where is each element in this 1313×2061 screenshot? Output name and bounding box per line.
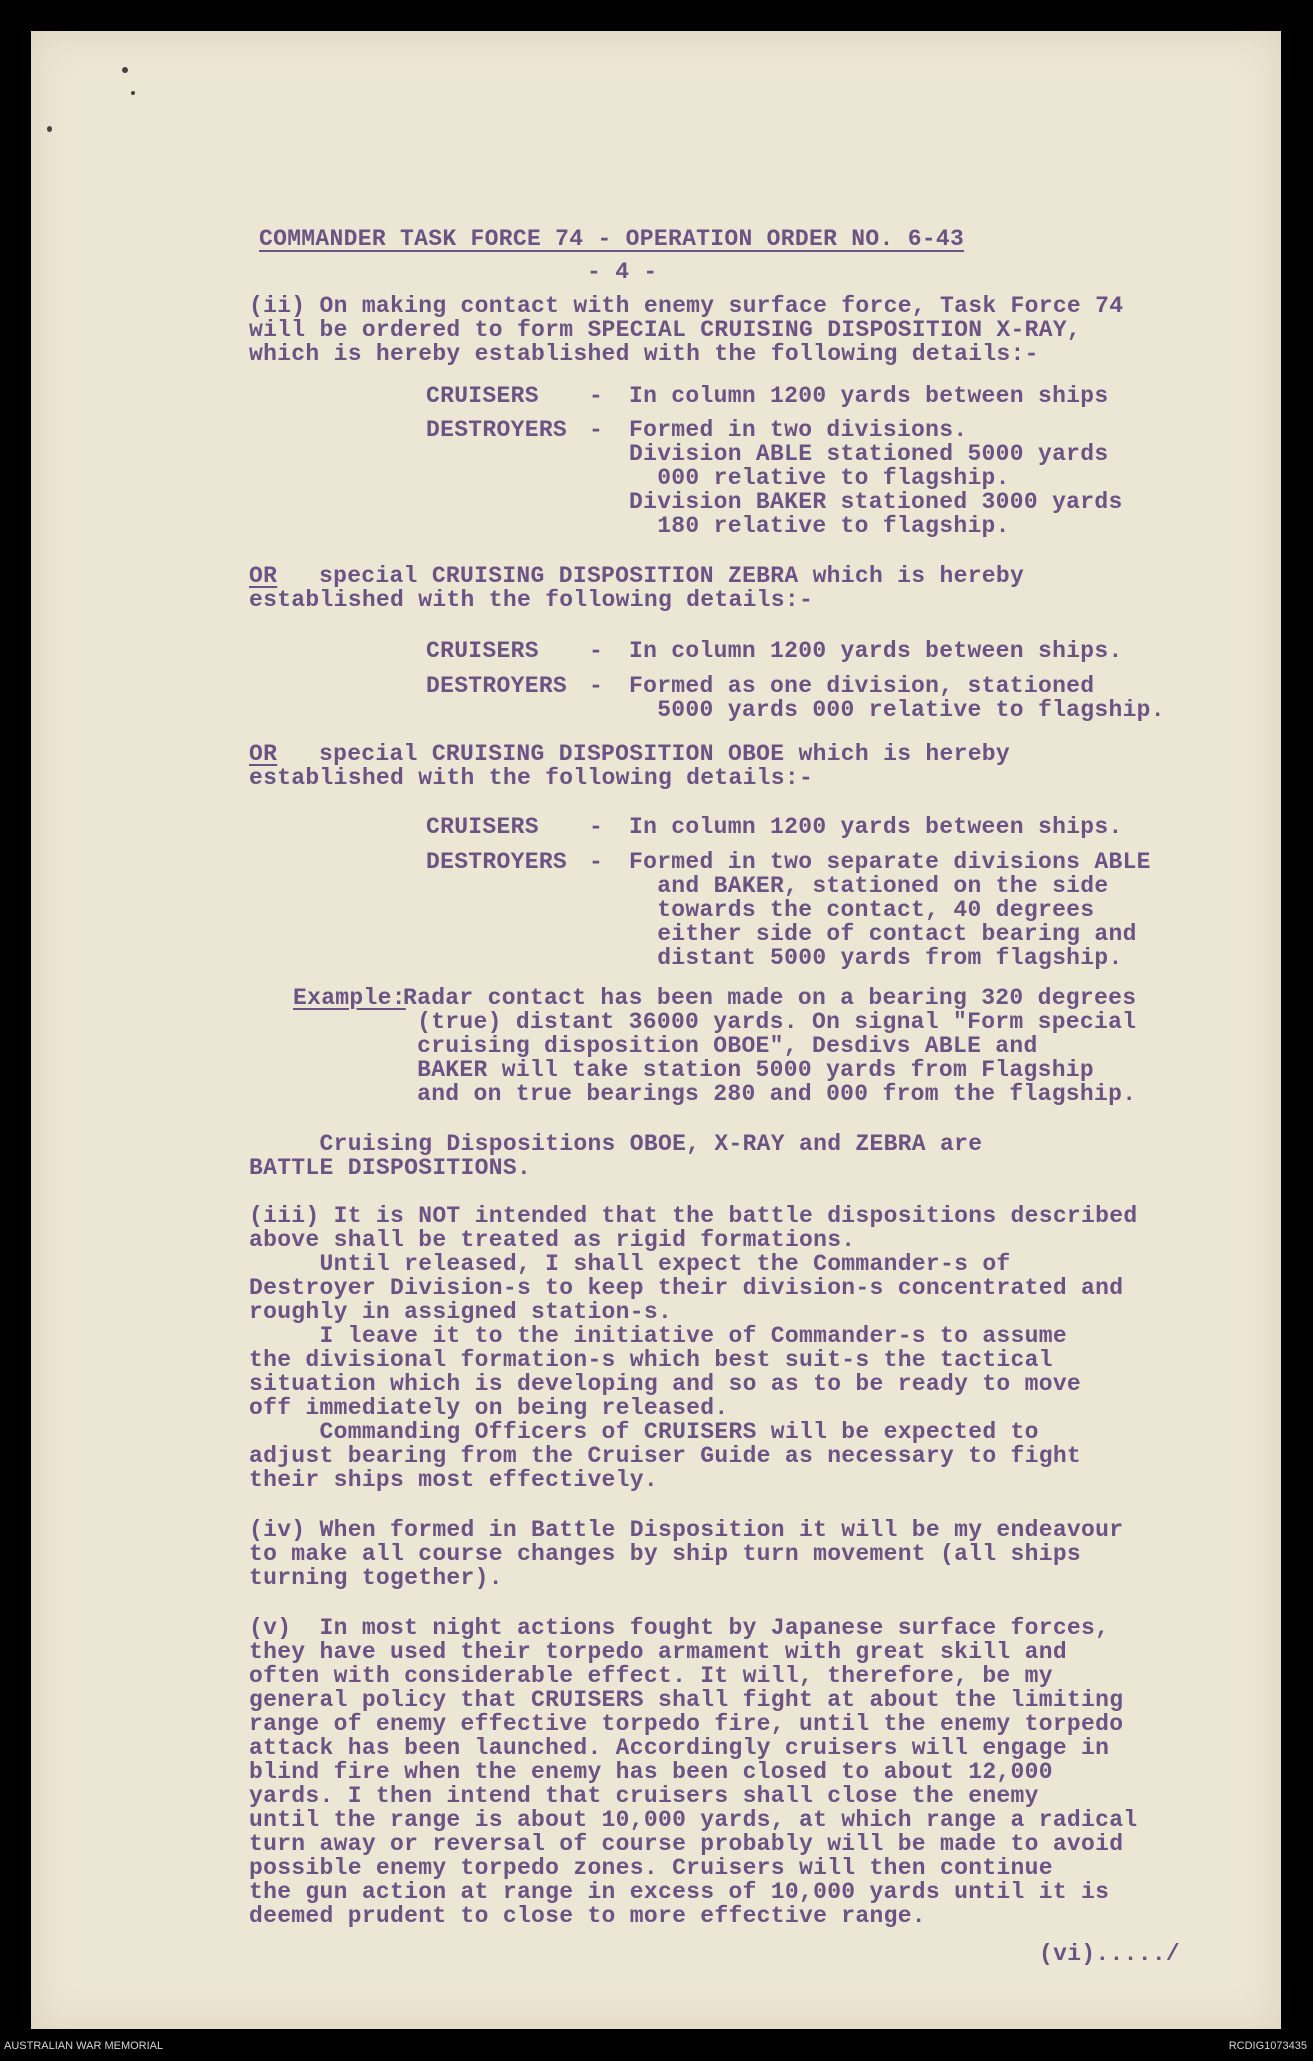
para-v-line: they have used their torpedo armament with great skill and [249,1639,1067,1665]
xray-cruisers-detail: In column 1200 yards between ships [629,383,1109,409]
xray-destroyers-detail: Formed in two divisions. [629,417,968,443]
para-iii-line: situation which is developing and so as to be ready to move [249,1371,1082,1397]
xray-destroyers-label: DESTROYERS [426,417,568,443]
para-v-line: (v) In most night actions fought by Japanese surface forces, [249,1615,1110,1641]
zebra-cruisers-dash: - [589,638,604,664]
xray-cruisers-dash: - [589,383,604,409]
xray-destroyers-detail: Division ABLE stationed 5000 yards [629,441,1109,467]
para-iii-line: above shall be treated as rigid formations. [249,1227,856,1253]
para-iii-line: the divisional formation-s which best suit-s the tactical [249,1347,1053,1373]
oboe-destroyers-label: DESTROYERS [426,849,568,875]
paper-blemish [122,67,128,73]
para-iii-line: Until released, I shall expect the Commander-s of [249,1251,1011,1277]
para-v-line: turn away or reversal of course probably will be made to avoid [249,1831,1124,1857]
xray-destroyers-detail: 180 relative to flagship. [629,513,1010,539]
zebra-destroyers-detail: Formed as one division, stationed [629,673,1095,699]
oboe-destroyers-detail: towards the contact, 40 degrees [629,897,1095,923]
para-v-line: deemed prudent to close to more effective range. [249,1903,926,1929]
para-v-line: attack has been launched. Accordingly cruisers will engage in [249,1735,1110,1761]
example-line: (true) distant 36000 yards. On signal "Form special [403,1009,1137,1035]
oboe-cruisers-dash: - [589,814,604,840]
paper-blemish [131,91,135,95]
para-iv-line: (iv) When formed in Battle Disposition it will be my endeavour [249,1517,1124,1543]
para-iv-line: turning together). [249,1565,503,1591]
oboe-destroyers-detail: and BAKER, stationed on the side [629,873,1109,899]
archive-reference: RCDIG1073435 [1228,2040,1307,2052]
paper-blemish [47,126,52,132]
para-v-line: often with considerable effect. It will, therefore, be my [249,1663,1053,1689]
para-ii-line: will be ordered to form SPECIAL CRUISING DISPOSITION X-RAY, [249,317,1082,343]
or-label: OR [249,741,278,767]
zebra-cruisers-detail: In column 1200 yards between ships. [629,638,1123,664]
para-v-line: blind fire when the enemy has been closed to about 12,000 [249,1759,1053,1785]
para-iii-line: their ships most effectively. [249,1467,658,1493]
oboe-destroyers-detail: distant 5000 yards from flagship. [629,945,1123,971]
example-line: BAKER will take station 5000 yards from Flagship [403,1057,1095,1083]
example-line: Radar contact has been made on a bearing 320 degrees [403,985,1137,1011]
battle-dispositions-line: BATTLE DISPOSITIONS. [249,1155,532,1181]
oboe-cruisers-label: CRUISERS [426,814,539,840]
example-line: and on true bearings 280 and 000 from the flagship. [403,1081,1137,1107]
battle-dispositions-line: Cruising Dispositions OBOE, X-RAY and ZEBRA are [249,1131,983,1157]
xray-destroyers-detail: Division BAKER stationed 3000 yards [629,489,1123,515]
xray-cruisers-label: CRUISERS [426,383,539,409]
para-iii-line: Commanding Officers of CRUISERS will be expected to [249,1419,1039,1445]
oboe-cruisers-detail: In column 1200 yards between ships. [629,814,1123,840]
page-number: - 4 - [587,259,658,285]
example-line: cruising disposition OBOE", Desdivs ABLE and [403,1033,1038,1059]
oboe-intro-line: established with the following details:- [249,765,814,791]
para-iii-line: Destroyer Division-s to keep their division-s concentrated and [249,1275,1124,1301]
oboe-intro-line: special CRUISING DISPOSITION OBOE which is hereby [319,741,1011,767]
para-v-line: until the range is about 10,000 yards, at which range a radical [249,1807,1138,1833]
continuation-marker: (vi)...../ [1039,1941,1181,1967]
or-label: OR [249,563,278,589]
para-iii-line: adjust bearing from the Cruiser Guide as necessary to fight [249,1443,1082,1469]
xray-destroyers-detail: 000 relative to flagship. [629,465,1010,491]
oboe-destroyers-detail: Formed in two separate divisions ABLE [629,849,1151,875]
para-v-line: possible enemy torpedo zones. Cruisers will then continue [249,1855,1053,1881]
para-iii-line: (iii) It is NOT intended that the battle dispositions described [249,1203,1138,1229]
zebra-cruisers-label: CRUISERS [426,638,539,664]
zebra-destroyers-dash: - [589,673,604,699]
oboe-destroyers-detail: either side of contact bearing and [629,921,1137,947]
archive-credit: AUSTRALIAN WAR MEMORIAL [4,2040,164,2052]
para-iii-line: off immediately on being released. [249,1395,729,1421]
para-ii-line: (ii) On making contact with enemy surface force, Task Force 74 [249,293,1124,319]
para-iii-line: I leave it to the initiative of Commander-s to assume [249,1323,1067,1349]
zebra-destroyers-detail: 5000 yards 000 relative to flagship. [629,697,1165,723]
example-label: Example: [293,985,406,1011]
para-iv-line: to make all course changes by ship turn movement (all ships [249,1541,1082,1567]
zebra-intro-line: established with the following details:- [249,587,814,613]
para-iii-line: roughly in assigned station-s. [249,1299,673,1325]
zebra-intro-line: special CRUISING DISPOSITION ZEBRA which is hereby [319,563,1025,589]
para-v-line: range of enemy effective torpedo fire, until the enemy torpedo [249,1711,1124,1737]
para-v-line: general policy that CRUISERS shall fight at about the limiting [249,1687,1124,1713]
oboe-destroyers-dash: - [589,849,604,875]
para-v-line: the gun action at range in excess of 10,000 yards until it is [249,1879,1110,1905]
xray-destroyers-dash: - [589,417,604,443]
para-ii-line: which is hereby established with the following details:- [249,341,1039,367]
zebra-destroyers-label: DESTROYERS [426,673,568,699]
para-v-line: yards. I then intend that cruisers shall close the enemy [249,1783,1039,1809]
document-page [31,31,1281,2029]
page-title: COMMANDER TASK FORCE 74 - OPERATION ORDER NO. 6-43 [259,226,965,252]
